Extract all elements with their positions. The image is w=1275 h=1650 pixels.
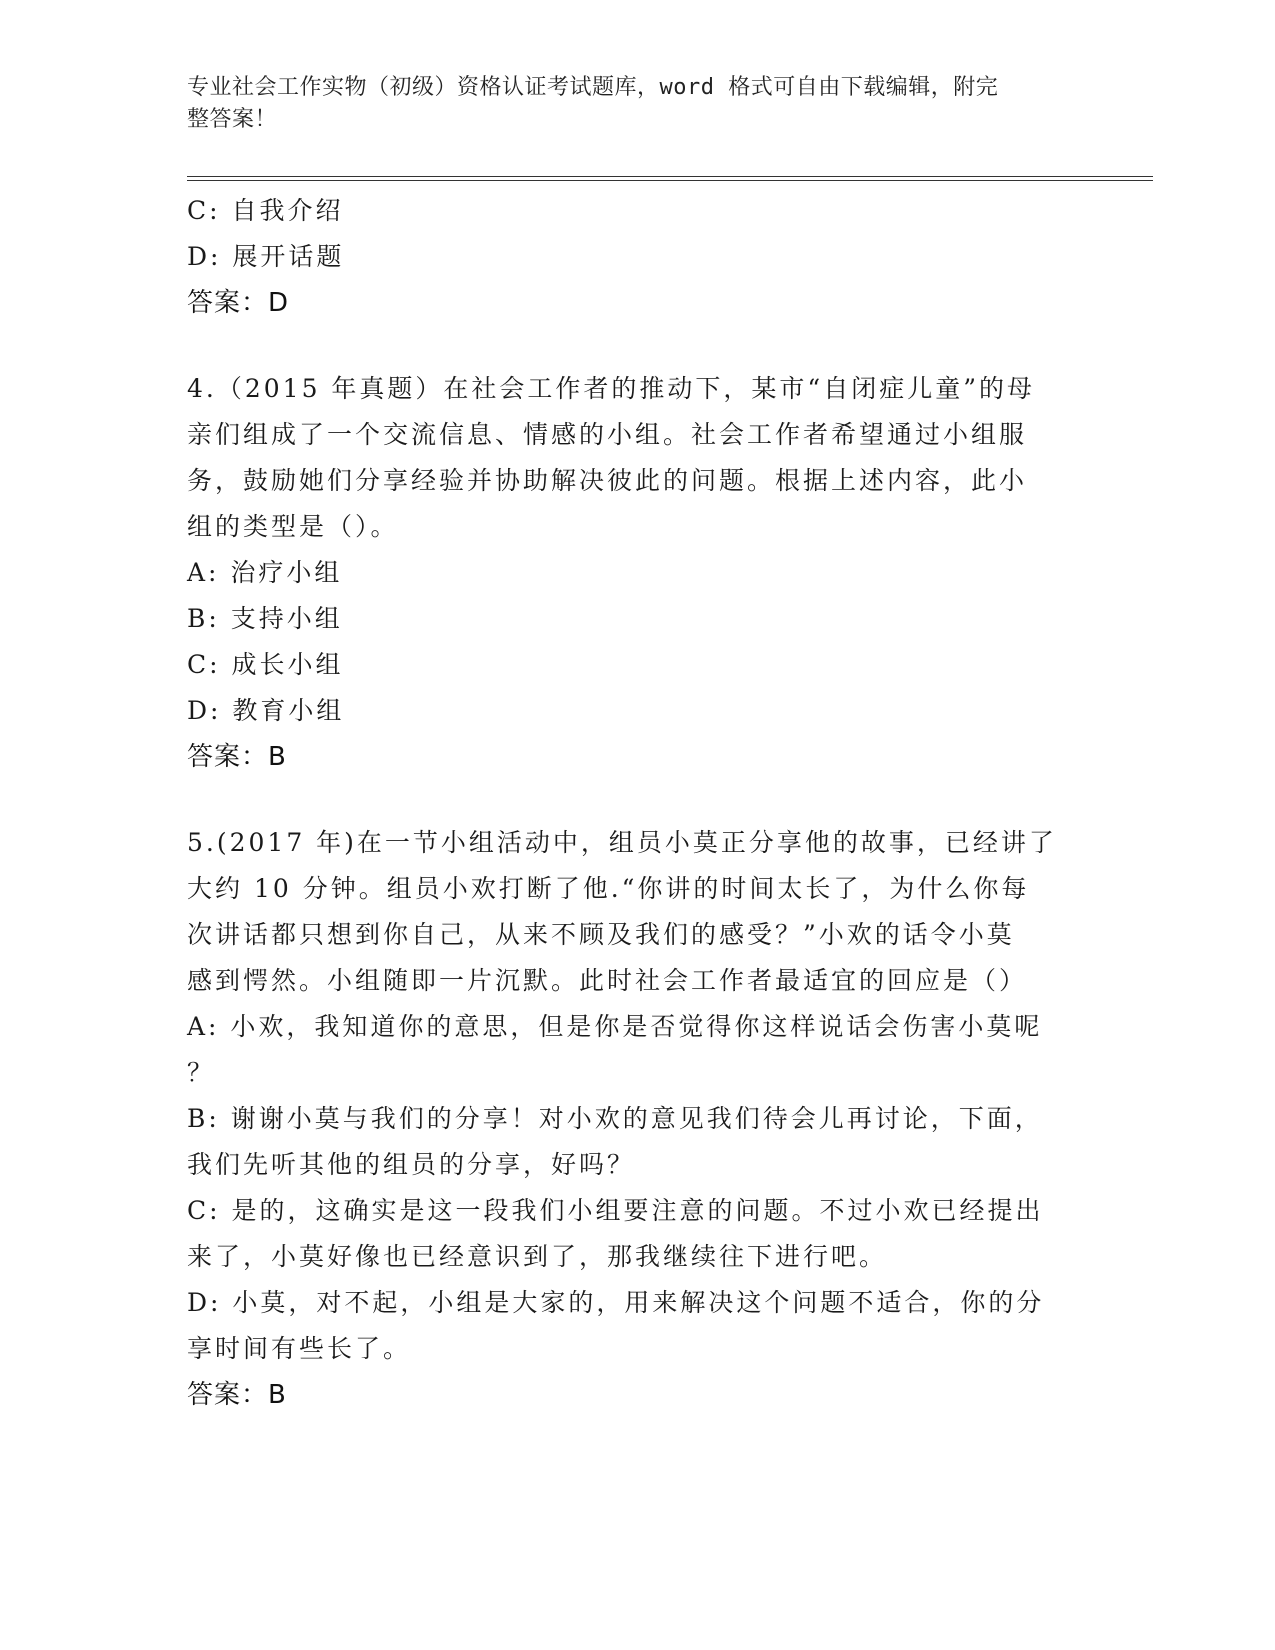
option-c: C: 是的，这确实是这一段我们小组要注意的问题。不过小欢已经提出 [187, 1196, 1044, 1225]
question-3 [187, 188, 1087, 326]
answer-label: 答案：B [187, 1380, 287, 1410]
question-5 [187, 820, 1087, 1418]
option-b-continued: 我们先听其他的组员的分享，好吗？ [187, 1150, 636, 1179]
option-c: C: 自我介绍 [187, 196, 344, 225]
question-text-line: 组的类型是（）。 [187, 512, 399, 541]
answer-label: 答案：D [187, 288, 290, 318]
spacer [187, 780, 1087, 820]
question-text-line: 务，鼓励她们分享经验并协助解决彼此的问题。根据上述内容，此小 [187, 466, 1028, 495]
option-b: B: 支持小组 [187, 604, 343, 633]
option-d: D: 小莫，对不起，小组是大家的，用来解决这个问题不适合，你的分 [187, 1288, 1045, 1317]
header-line-1: 专业社会工作实物（初级）资格认证考试题库，word 格式可自由下载编辑，附完 [187, 75, 999, 100]
document-body [187, 188, 1087, 1418]
option-a: A: 小欢，我知道你的意思，但是你是否觉得你这样说话会伤害小莫呢 [187, 1012, 1043, 1041]
option-a-continued: ？ [187, 1058, 216, 1087]
option-a: A: 治疗小组 [187, 558, 343, 587]
option-c: C: 成长小组 [187, 650, 344, 679]
option-b: B: 谢谢小莫与我们的分享！对小欢的意见我们待会儿再讨论，下面， [187, 1104, 1043, 1133]
question-text-line: 感到愕然。小组随即一片沉默。此时社会工作者最适宜的回应是（） [187, 966, 1028, 995]
answer-label: 答案：B [187, 742, 287, 772]
question-text-line: 4.（2015 年真题）在社会工作者的推动下，某市“自闭症儿童”的母 [187, 374, 1035, 403]
page-header [187, 72, 1087, 136]
question-text-line: 亲们组成了一个交流信息、情感的小组。社会工作者希望通过小组服 [187, 420, 1028, 449]
question-text-line: 5.(2017 年)在一节小组活动中，组员小莫正分享他的故事，已经讲了 [187, 828, 1057, 857]
question-4 [187, 366, 1087, 780]
option-c-continued: 来了，小莫好像也已经意识到了，那我继续往下进行吧。 [187, 1242, 888, 1271]
option-d-continued: 享时间有些长了。 [187, 1334, 412, 1363]
option-d: D: 展开话题 [187, 242, 345, 271]
header-divider [187, 176, 1153, 181]
spacer [187, 326, 1087, 366]
question-text-line: 次讲话都只想到你自己，从来不顾及我们的感受？”小欢的话令小莫 [187, 920, 1015, 949]
header-line-2: 整答案！ [187, 107, 278, 132]
question-text-line: 大约 10 分钟。组员小欢打断了他.“你讲的时间太长了，为什么你每 [187, 874, 1030, 903]
option-d: D: 教育小组 [187, 696, 345, 725]
